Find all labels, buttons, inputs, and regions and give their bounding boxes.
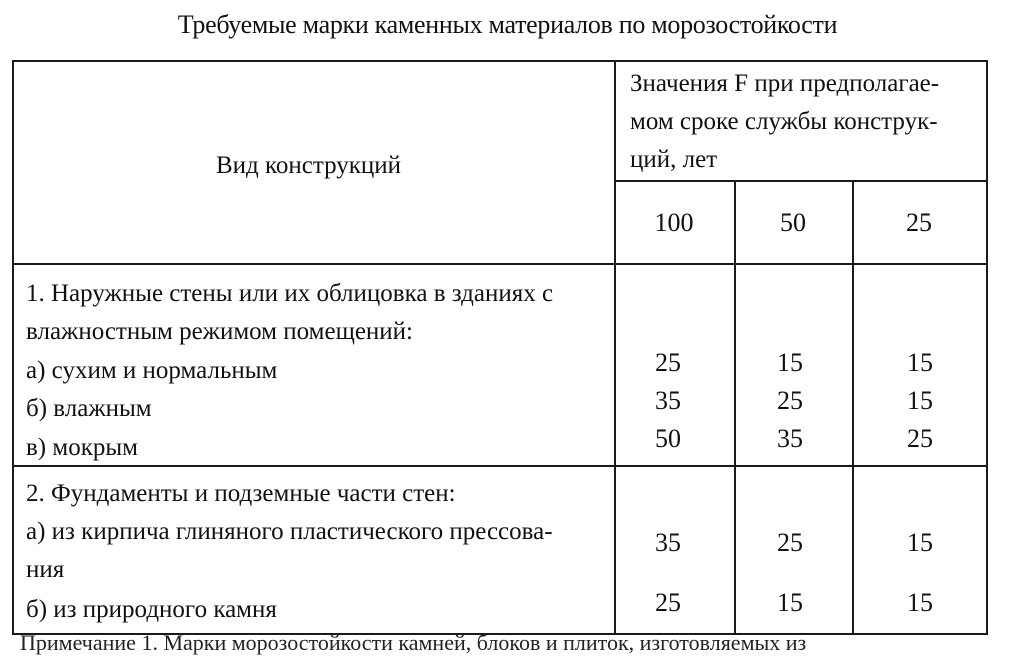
value-cell: 50: [655, 424, 681, 453]
header-year-25: 25: [906, 208, 932, 237]
header-year-50: 50: [780, 208, 806, 237]
row-label: б) влажным: [26, 395, 152, 422]
value-cell: 15: [907, 528, 933, 557]
value-cell: 25: [907, 424, 933, 453]
table-top-border: [12, 60, 988, 62]
value-cell: 15: [907, 386, 933, 415]
value-cell: 15: [777, 588, 803, 617]
table-left-border: [12, 60, 14, 635]
header-subdivider: [614, 180, 988, 182]
row-label: а) сухим и нормальным: [26, 357, 278, 384]
group-1-title-line-2: влажностным режимом помещений:: [26, 318, 413, 345]
value-cell: 35: [655, 528, 681, 557]
group-1-title-line-1: 1. Наружные стены или их облицовка в зданиях с: [26, 280, 554, 307]
header-year-100: 100: [654, 208, 694, 237]
header-values-line-2: мом сроке службы конструк-: [630, 108, 938, 135]
footnote-partial: Примечание 1. Марки морозостойкости камней, блоков и плиток, изготовляемых из: [20, 630, 807, 655]
value-cell: 15: [777, 348, 803, 377]
header-values-line-3: ций, лет: [630, 146, 718, 173]
col-divider-50-25: [852, 180, 854, 635]
value-cell: 35: [777, 424, 803, 453]
value-cell: 15: [907, 588, 933, 617]
table-right-border: [986, 60, 988, 635]
value-cell: 25: [655, 588, 681, 617]
row-label-line-1: а) из кирпича глиняного пластического прессова-: [26, 518, 553, 545]
group-divider: [12, 465, 988, 467]
value-cell: 25: [777, 386, 803, 415]
frost-resistance-table: [12, 60, 988, 660]
header-kind: Вид конструкций: [216, 152, 402, 179]
header-bottom: [12, 263, 988, 265]
value-cell: 25: [655, 348, 681, 377]
header-values-line-1: Значения F при предполагае-: [630, 70, 940, 97]
col-divider-kind: [614, 60, 616, 635]
row-label-line-2: ния: [26, 556, 65, 583]
row-label: б) из природного камня: [26, 596, 277, 623]
value-cell: 35: [655, 386, 681, 415]
col-divider-100-50: [734, 180, 736, 635]
value-cell: 25: [777, 528, 803, 557]
value-cell: 15: [907, 348, 933, 377]
row-label: в) мокрым: [26, 434, 138, 461]
group-2-title: 2. Фундаменты и подземные части стен:: [26, 480, 456, 507]
page-title: Требуемые марки каменных материалов по морозостойкости: [177, 10, 838, 39]
